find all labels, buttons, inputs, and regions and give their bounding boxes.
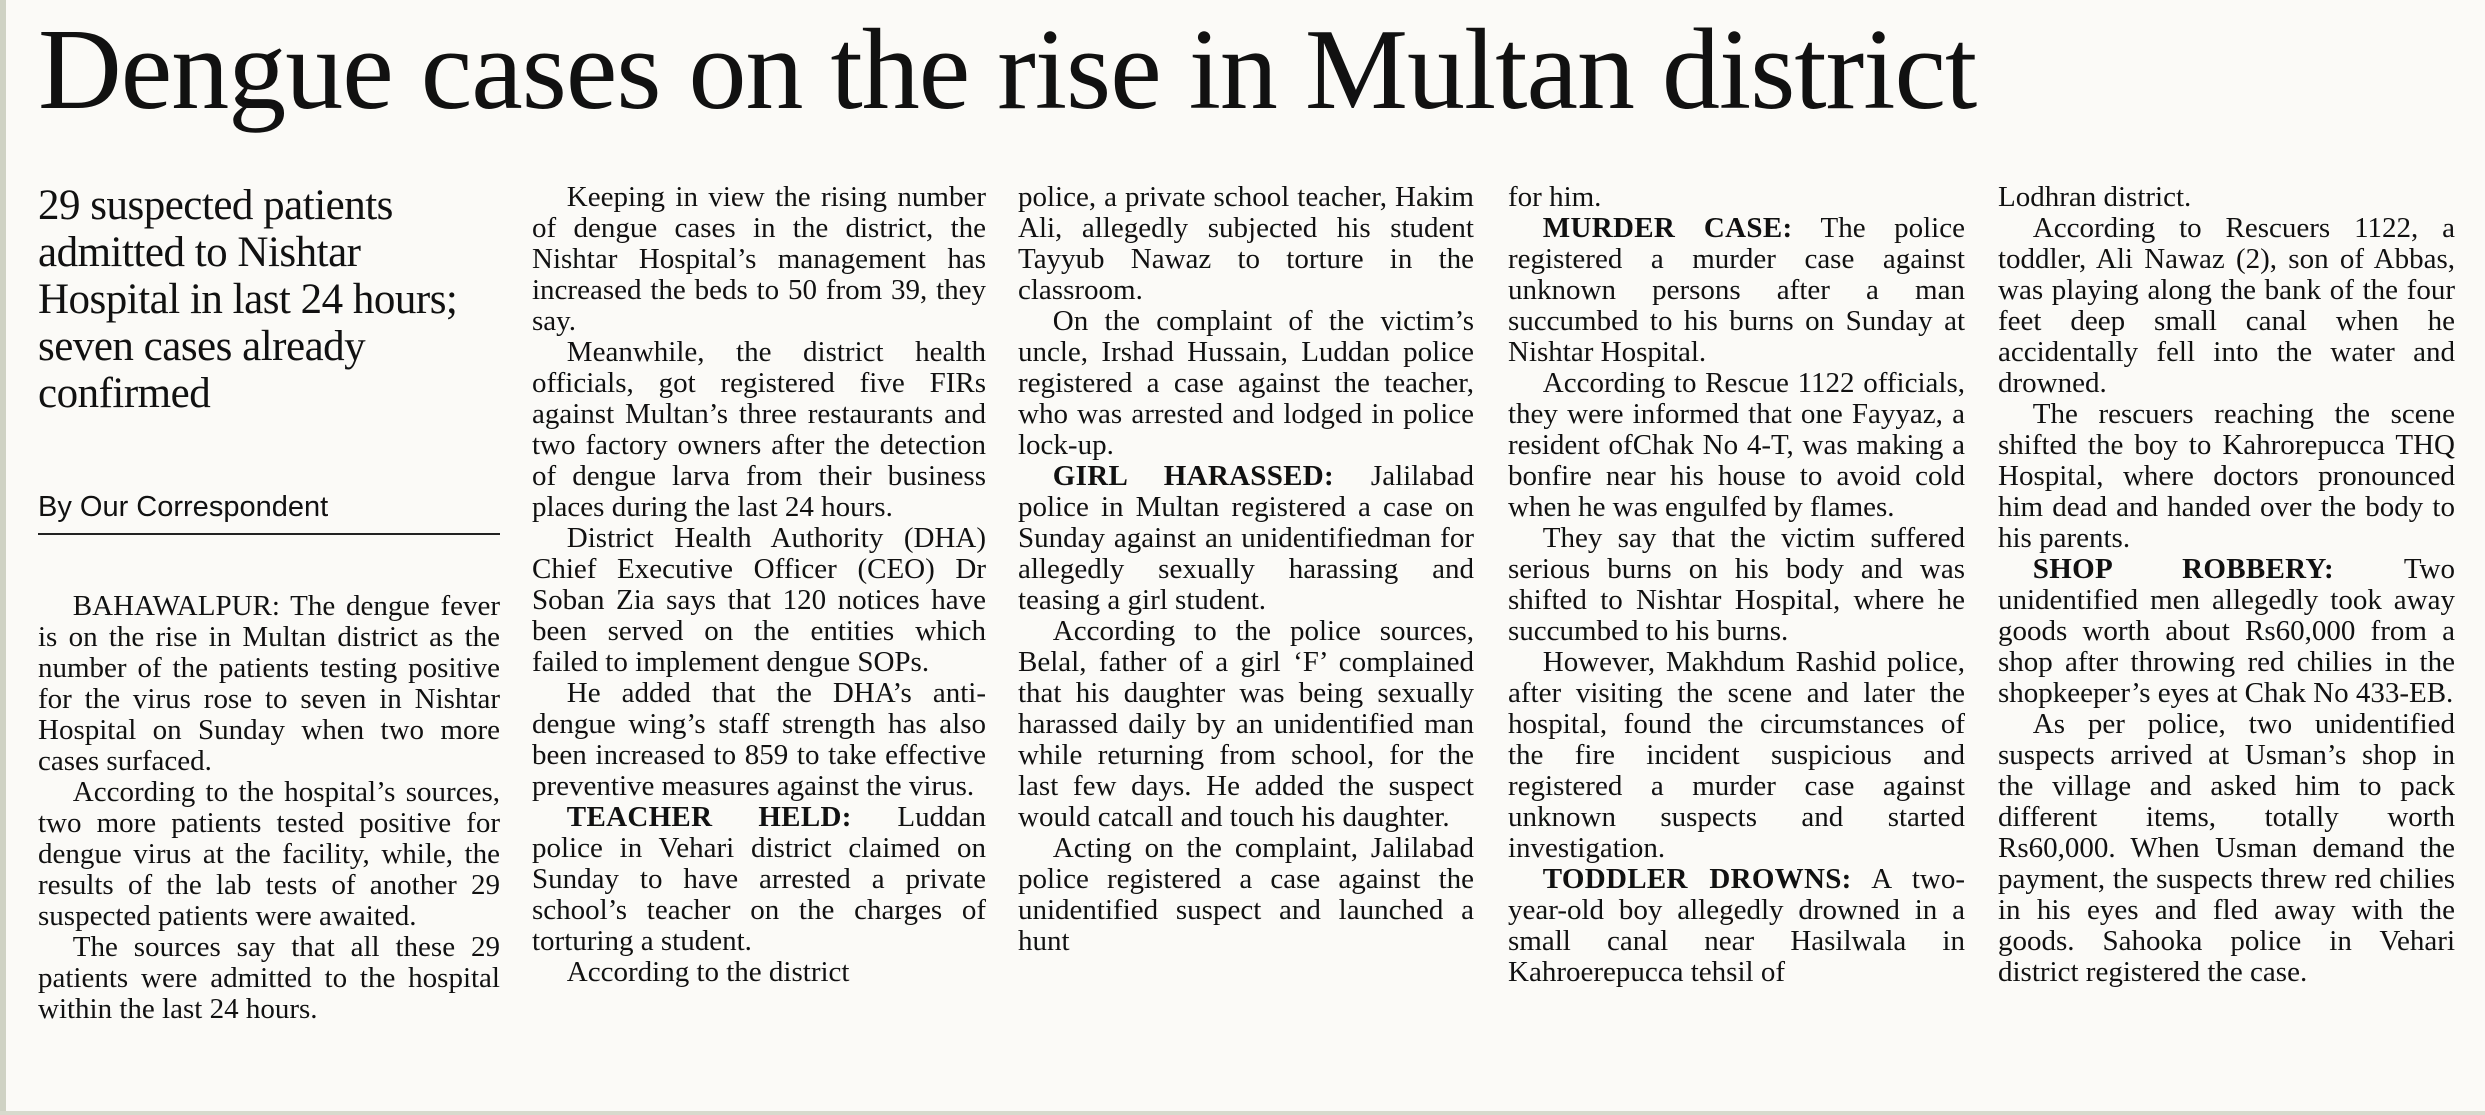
column-5 [1998,182,2455,1094]
paragraph-text: Jalilabad police in Multan registered a case on Sunday against an unidentifiedman for allegedly sexually harassing and teasing a girl student. [1018,460,1474,616]
paragraph: Acting on the complaint, Jalilabad police registered a case against the unidentified suspect and launched a hunt [1018,832,1474,957]
paragraph: The rescuers reaching the scene shifted the boy to Kahrorepucca THQ Hospital, where doctors pronounced him dead and handed over the body to his parents. [1998,398,2455,554]
run-in-heading: MURDER CASE: [1542,212,1793,244]
paragraph-text: The police registered a murder case against unknown persons after a man succumbed to his burns on Sunday at Nishtar Hospital. [1508,212,1965,368]
subheadline: 29 suspected patients admitted to Nishtar Hospital in last 24 hours; seven cases already confirmed [38,182,458,417]
byline: By Our Correspondent [38,489,500,535]
paragraph: According to Rescuers 1122, a toddler, Ali Nawaz (2), son of Abbas, was playing along the bank of the four feet deep small canal when he accidentally fell into the water and drowned. [1998,212,2455,399]
column-1 [38,182,500,1094]
paragraph: They say that the victim suffered serious burns on his body and was shifted to Nishtar Hospital, where he succumbed to his burns. [1508,522,1965,647]
paragraph-text: Luddan police in Vehari district claimed on Sunday to have arrested a private school’s teacher on the charges of torturing a student. [532,801,986,957]
paragraph [1508,864,1965,988]
column-4 [1508,182,1965,1094]
headline: Dengue cases on the rise in Multan district [38,6,1977,134]
bottom-edge-rule [0,1111,2485,1115]
paragraph-text: Two unidentified men allegedly took away goods worth about Rs60,000 from a shop after throwing red chilies in the shopkeeper’s eyes at Chak No 433-EB. [1998,553,2455,709]
paragraph: As per police, two unidentified suspects arrived at Usman’s shop in the village and asked him to pack different items, totally worth Rs60,000. When Usman demand the payment, the suspects threw red chilies in his eyes and fled away with the goods. Sahooka police in Vehari district registered the case. [1998,708,2455,988]
paragraph: for him. [1508,182,1602,213]
paragraph: According to the district [566,956,850,988]
left-edge-rule [0,0,6,1115]
paragraph: However, Makhdum Rashid police, after visiting the scene and later the hospital, found the circumstances of the fire incident suspicious and registered a murder case against unknown suspects and started investigation. [1508,646,1965,864]
paragraph: According to Rescue 1122 officials, they were informed that one Fayyaz, a resident ofChak No 4-T, was making a bonfire near his house to avoid cold when he was engulfed by flames. [1508,367,1965,523]
run-in-heading: TEACHER HELD: [566,801,852,833]
run-in-heading: GIRL HARASSED: [1052,460,1335,492]
paragraph: Meanwhile, the district health officials, got registered five FIRs against Multan’s three restaurants and two factory owners after the detection of dengue larva from their business places during the last 24 hours. [532,336,986,523]
column-3 [1018,182,1474,1094]
run-in-heading: TODDLER DROWNS: [1542,863,1852,895]
paragraph: BAHAWALPUR: The dengue fever is on the rise in Multan district as the number of the patients testing positive for the virus rose to seven in Nishtar Hospital on Sunday when two more cases surfaced. [38,590,500,777]
paragraph [532,802,986,957]
paragraph: Lodhran district. [1998,182,2192,213]
paragraph-text: A two-year-old boy allegedly drowned in a small canal near Hasilwala in Kahroerepucca tehsil of [1508,863,1965,988]
paragraph: According to the police sources, Belal, father of a girl ‘F’ complained that his daughter was being sexually harassed daily by an unidentified man while returning from school, for the last few days. He added the suspect would catcall and touch his daughter. [1018,615,1474,833]
paragraph [1508,213,1965,368]
paragraph: police, a private school teacher, Hakim Ali, allegedly subjected his student Tayyub Nawaz to torture in the classroom. [1018,182,1474,306]
paragraph: The sources say that all these 29 patients were admitted to the hospital within the last 24 hours. [38,931,500,1025]
column-2 [532,182,986,1094]
paragraph [1018,461,1474,616]
paragraph [1998,554,2455,709]
paragraph: District Health Authority (DHA) Chief Executive Officer (CEO) Dr Soban Zia says that 120 notices have been served on the entities which failed to implement dengue SOPs. [532,522,986,678]
paragraph: According to the hospital’s sources, two more patients tested positive for dengue virus at the facility, while, the results of the lab tests of another 29 suspected patients were awaited. [38,776,500,932]
paragraph: On the complaint of the victim’s uncle, Irshad Hussain, Luddan police registered a case against the teacher, who was arrested and lodged in police lock-up. [1018,305,1474,461]
paragraph: Keeping in view the rising number of dengue cases in the district, the Nishtar Hospital’s management has increased the beds to 50 from 39, they say. [532,182,986,337]
paragraph: He added that the DHA’s anti-dengue wing’s staff strength has also been increased to 859 to take effective preventive measures against the virus. [532,677,986,802]
run-in-heading: SHOP ROBBERY: [2032,553,2334,585]
